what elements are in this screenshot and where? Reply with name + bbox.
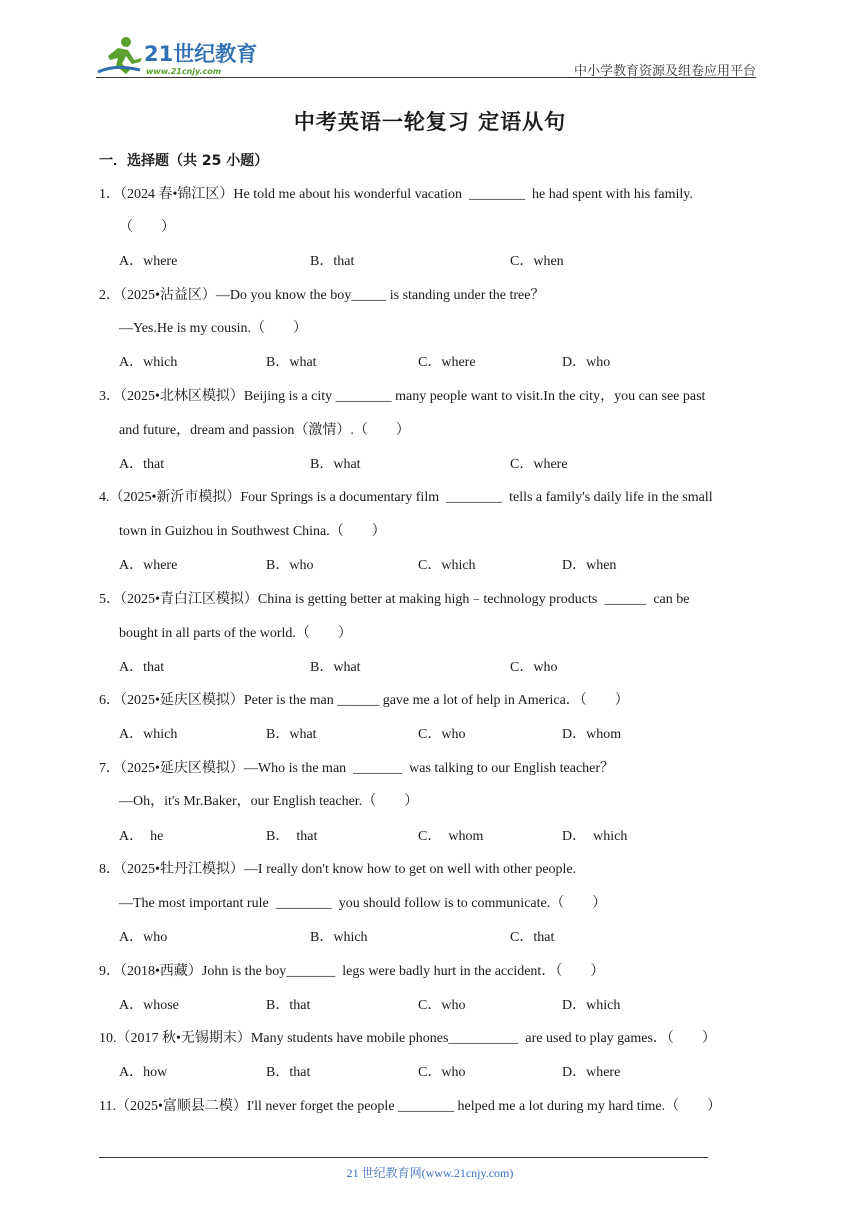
question-continuation: （ ） xyxy=(119,220,175,235)
question-stem: 2．（2025•沾益区）—Do you know the boy_____ is standing under the tree？ xyxy=(99,288,545,303)
answer-option: B．that xyxy=(310,254,355,269)
answer-option: C．who xyxy=(510,660,558,675)
answer-option: C．that xyxy=(510,930,555,945)
answer-option: D． which xyxy=(562,829,628,844)
answer-option: D．which xyxy=(562,998,621,1013)
answer-option: C． whom xyxy=(418,829,484,844)
answer-option: C．which xyxy=(418,558,476,573)
answer-option: C．where xyxy=(418,355,476,370)
answer-option: A．which xyxy=(119,727,178,742)
answer-option: A． he xyxy=(119,829,164,844)
platform-name: 中小学教育资源及组卷应用平台 xyxy=(573,64,756,79)
answer-option: D．who xyxy=(562,355,611,370)
answer-option: A．which xyxy=(119,355,178,370)
answer-option: B． that xyxy=(266,829,318,844)
question-stem: 11.（2025•富顺县二模）I'll never forget the people ________ helped me a lot during my hard time.（ ） xyxy=(99,1099,722,1114)
answer-option: A．how xyxy=(119,1065,168,1080)
header-divider xyxy=(96,77,756,78)
section-heading: 一．选择题（共 25 小题） xyxy=(99,153,269,169)
answer-option: B．that xyxy=(266,998,311,1013)
answer-option: D．when xyxy=(562,558,617,573)
answer-option: C．when xyxy=(510,254,564,269)
answer-option: C．who xyxy=(418,727,466,742)
page-title: 中考英语一轮复习 定语从句 xyxy=(293,110,567,134)
answer-option: A．whose xyxy=(119,998,179,1013)
answer-option: A．where xyxy=(119,558,178,573)
answer-option: B．which xyxy=(310,930,368,945)
answer-option: B．who xyxy=(266,558,314,573)
question-continuation: —Oh，it's Mr.Baker，our English teacher.（ ） xyxy=(119,794,419,809)
answer-option: B．what xyxy=(266,355,317,370)
answer-option: B．what xyxy=(310,660,361,675)
question-continuation: town in Guizhou in Southwest China.（ ） xyxy=(119,524,386,539)
answer-option: A．where xyxy=(119,254,178,269)
question-stem: 1．（2024 春•锦江区）He told me about his wonderful vacation ________ he had spent with his family. xyxy=(99,187,693,202)
question-stem: 10.（2017 秋•无锡期末）Many students have mobile phones__________ are used to play games．（ ） xyxy=(99,1031,716,1046)
footer-divider xyxy=(99,1157,708,1158)
answer-option: D．where xyxy=(562,1065,621,1080)
question-continuation: —The most important rule ________ you should follow is to communicate.（ ） xyxy=(119,896,607,911)
logo-url: www.21cnjy.com xyxy=(146,67,222,76)
answer-option: C．where xyxy=(510,457,568,472)
logo xyxy=(96,34,266,78)
question-continuation: and future，dream and passion（激情）.（ ） xyxy=(119,423,410,438)
answer-option: A．who xyxy=(119,930,168,945)
question-stem: 8．（2025•牡丹江模拟）—I really don't know how to get on well with other people. xyxy=(99,862,577,877)
logo-text: 21世纪教育 xyxy=(144,42,258,66)
question-stem: 5．（2025•青白江区模拟）China is getting better at making high﹣technology products ______ can be xyxy=(99,592,690,607)
page-header xyxy=(96,34,756,80)
runner-icon xyxy=(98,37,142,74)
answer-option: A．that xyxy=(119,457,165,472)
question-continuation: —Yes.He is my cousin.（ ） xyxy=(119,321,307,336)
question-stem: 4.（2025•新沂市模拟）Four Springs is a documentary film ________ tells a family's daily life in the small xyxy=(99,490,713,505)
answer-option: D．whom xyxy=(562,727,622,742)
answer-option: C．who xyxy=(418,998,466,1013)
question-continuation: bought in all parts of the world.（ ） xyxy=(119,626,352,641)
answer-option: B．that xyxy=(266,1065,311,1080)
footer-text: 21 世纪教育网(www.21cnjy.com) xyxy=(346,1166,514,1180)
answer-option: B．what xyxy=(310,457,361,472)
question-stem: 3．（2025•北林区模拟）Beijing is a city ________ many people want to visit.In the city，you can see past xyxy=(99,389,706,404)
answer-option: C．who xyxy=(418,1065,466,1080)
question-stem: 9．（2018•西藏）John is the boy_______ legs were badly hurt in the accident．（ ） xyxy=(99,964,605,979)
question-stem: 7．（2025•延庆区模拟）—Who is the man _______ was talking to our English teacher？ xyxy=(99,761,615,776)
answer-option: B．what xyxy=(266,727,317,742)
answer-option: A．that xyxy=(119,660,165,675)
question-stem: 6．（2025•延庆区模拟）Peter is the man ______ gave me a lot of help in America．（ ） xyxy=(99,693,629,708)
